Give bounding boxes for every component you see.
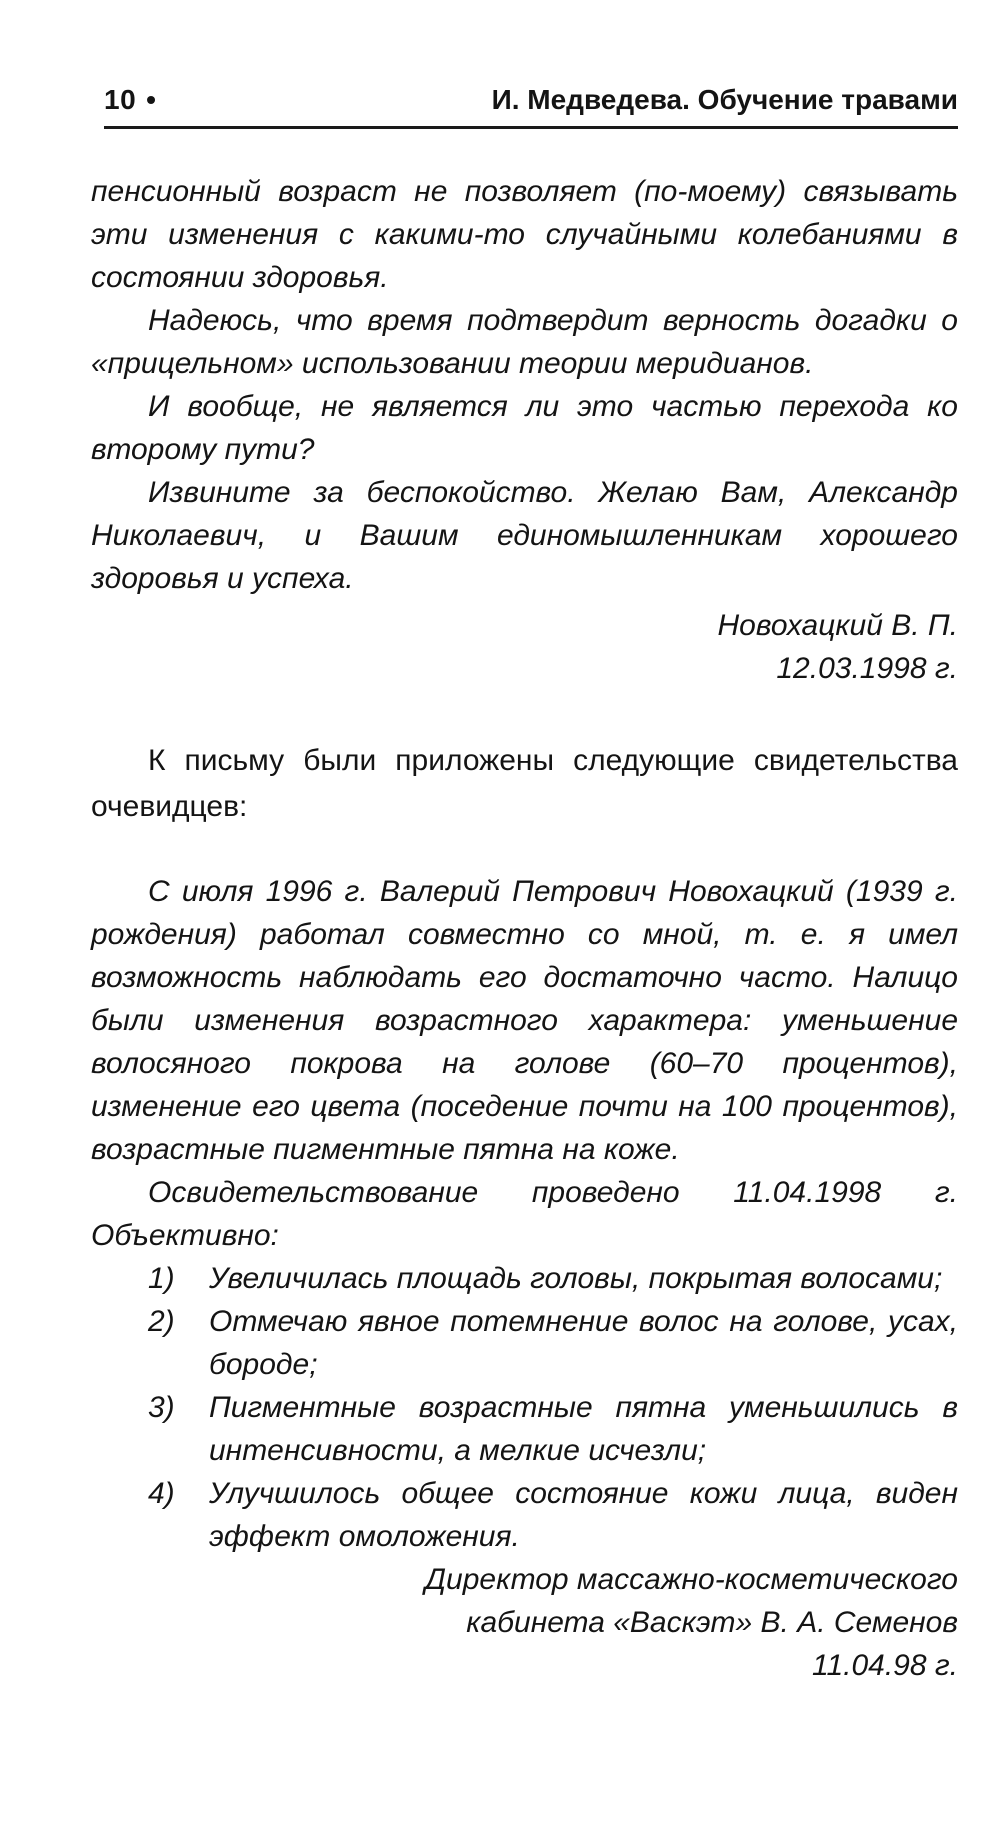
testimony-paragraph-2: Освидетельствование проведено 11.04.1998 г. Объективно:: [91, 1176, 958, 1252]
testimony-signature-line-2: кабинета «Васкэт» В. А. Семенов: [466, 1606, 958, 1639]
header-bullet: •: [146, 84, 156, 115]
letter-paragraph-3: И вообще, не является ли это частью перехода ко второму пути?: [91, 390, 958, 466]
testimony-body: [91, 870, 958, 1687]
letter-signature-date: 12.03.1998 г.: [776, 652, 958, 685]
letter-paragraph-2: Надеюсь, что время подтвердит верность догадки о «прицельном» использовании теории меридианов.: [91, 304, 958, 380]
page-number-group: [104, 84, 156, 116]
list-item-number: 1): [148, 1262, 175, 1295]
list-item: [91, 1472, 958, 1558]
list-item-text: Улучшилось общее состояние кожи лица, виден эффект омоложения.: [209, 1477, 958, 1553]
list-item: [91, 1300, 958, 1386]
list-item: [91, 1257, 958, 1300]
list-item-number: 2): [148, 1305, 175, 1338]
letter-body: [91, 170, 958, 690]
page-number: 10: [104, 84, 137, 115]
list-item-text: Отмечаю явное потемнение волос на голове, усах, бороде;: [209, 1305, 958, 1381]
letter-signature-name: Новохацкий В. П.: [717, 609, 958, 642]
letter-paragraph-4: Извините за беспокойство. Желаю Вам, Александр Николаевич, и Вашим единомышленникам хорошего здоровья и успеха.: [91, 476, 958, 595]
list-item-number: 3): [148, 1391, 175, 1424]
page-header: [104, 84, 958, 129]
letter-paragraph-1: пенсионный возраст не позволяет (по-моему) связывать эти изменения с какими-то случайными колебаниями в состоянии здоровья.: [91, 175, 958, 294]
running-title: И. Медведева. Обучение травами: [491, 84, 958, 115]
testimony-paragraph-1: С июля 1996 г. Валерий Петрович Новохацкий (1939 г. рождения) работал совместно со мной, т. е. я имел возможность наблюдать его достаточно часто. Налицо были изменения возрастного характера: уменьшение волосяного покрова на голове (60–70 процентов), изменение его цвета (поседение почти на 100 процентов), возрастные пигментные пятна на коже.: [91, 875, 958, 1166]
list-item: [91, 1386, 958, 1472]
intro-paragraph: К письму были приложены следующие свидетельства очевидцев:: [91, 744, 958, 823]
list-item-number: 4): [148, 1477, 175, 1510]
list-item-text: Пигментные возрастные пятна уменьшились в интенсивности, а мелкие исчезли;: [209, 1391, 958, 1467]
testimony-signature-line-1: Директор массажно-косметического: [424, 1563, 958, 1596]
testimony-signature-date: 11.04.98 г.: [811, 1649, 958, 1682]
list-item-text: Увеличилась площадь головы, покрытая волосами;: [209, 1262, 943, 1295]
findings-list: [91, 1257, 958, 1558]
intro-block: [91, 738, 958, 830]
